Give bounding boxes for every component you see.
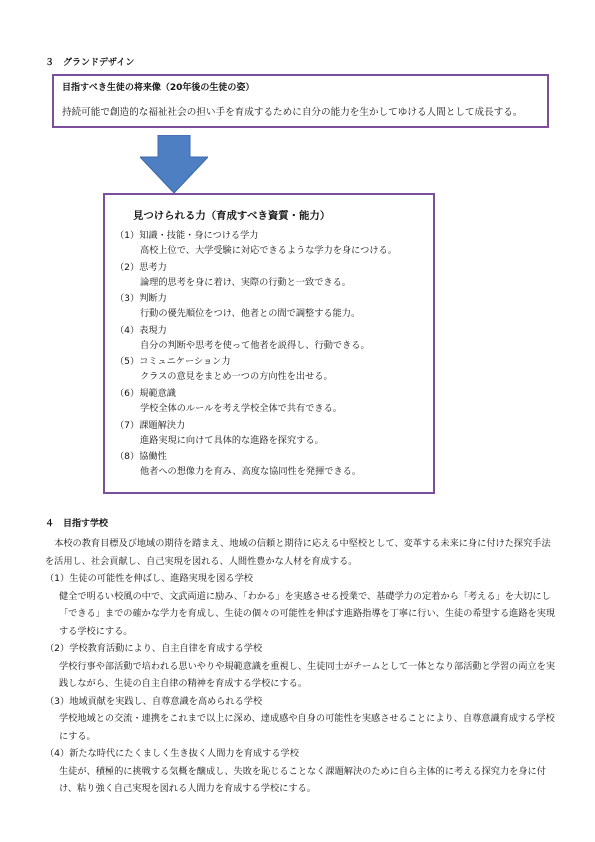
school-goal-label: （4）新たな時代にたくましく生き抜く人間力を育成する学校 bbox=[45, 748, 299, 759]
arrow-down-icon bbox=[140, 135, 208, 193]
school-goal-desc: 学校地域との交流・連携をこれまで以上に深め、達成感や自身の可能性を実感させることにより、自尊意識育成する学校にする。 bbox=[59, 713, 555, 742]
list-item bbox=[115, 386, 433, 418]
list-item bbox=[45, 745, 560, 798]
ability-label: （1）知識・技能・身につける学力 bbox=[115, 230, 259, 241]
ability-desc: クラスの意見をまとめ一つの方向性を出せる。 bbox=[140, 371, 333, 383]
section3-heading: ３ グランドデザイン bbox=[45, 58, 135, 68]
ability-label: （7）課題解決力 bbox=[115, 419, 186, 431]
abilities-title: 見つけられる力（育成すべき資質・能力） bbox=[133, 210, 331, 222]
vision-title: 目指すべき生徒の将来像（20年後の生徒の姿） bbox=[62, 83, 255, 93]
list-item bbox=[115, 323, 433, 355]
school-goals-list bbox=[45, 570, 560, 798]
list-item bbox=[45, 570, 560, 640]
section4-heading: ４ 目指す学校 bbox=[45, 519, 109, 529]
ability-label: （3）判断力 bbox=[115, 293, 167, 305]
ability-desc: 学校全体のルールを考え学校全体で共有できる。 bbox=[140, 402, 342, 414]
list-item bbox=[115, 354, 433, 386]
abilities-box bbox=[103, 193, 435, 494]
list-item bbox=[115, 449, 433, 481]
list-item bbox=[115, 228, 433, 260]
school-goal-label: （2）学校教育活動により、自主自律を育成する学校 bbox=[45, 643, 263, 654]
ability-label: （5）コミュニケーション力 bbox=[115, 356, 231, 368]
list-item bbox=[45, 640, 560, 693]
section4-intro: 本校の教育目標及び地域の期待を踏まえ、地域の信頼と期待に応える中堅校として、変革する未来に身に付けた探究手法を活用し、社会貢献し、自己実現を図れる、人間性豊かな人材を育成する。 bbox=[45, 538, 551, 567]
ability-desc: 高校上位で、大学受験に対応できるような学力を身につける。 bbox=[140, 245, 397, 256]
ability-desc: 進路実現に向けて具体的な進路を探究する。 bbox=[140, 434, 324, 446]
ability-label: （4）表現力 bbox=[115, 324, 167, 336]
list-item bbox=[115, 260, 433, 292]
list-item bbox=[45, 693, 560, 746]
ability-desc: 他者への想像力を育み、高度な協同性を発揮できる。 bbox=[140, 466, 362, 478]
ability-desc: 行動の優先順位をつけ、他者との間で調整する能力。 bbox=[140, 308, 361, 320]
school-goal-label: （1）生徒の可能性を伸ばし、進路実現を図る学校 bbox=[45, 573, 253, 584]
ability-label: （2）思考力 bbox=[115, 261, 167, 273]
list-item bbox=[115, 291, 433, 323]
school-goal-desc: 学校行事や部活動で培われる思いやりや規範意識を重視し、生徒同士がチームとして一体となり部活動と学習の両立を実践しながら、生徒の自主自律の精神を育成する学校にする。 bbox=[59, 660, 556, 689]
list-item bbox=[115, 418, 433, 450]
ability-desc: 自分の判断や思考を使って他者を説得し、行動できる。 bbox=[140, 339, 370, 351]
vision-box bbox=[52, 74, 549, 128]
ability-label: （8）協働性 bbox=[115, 451, 167, 463]
school-goal-desc: 健全で明るい校風の中で、文武両道に励み、「わかる」を実感させる授業で、基礎学力の定着から「考える」を大切にし「できる」までの確かな学力を育成し、生徒の個々の可能性を伸ばす進路指導を丁寧に行い、生徒の希望する進路を実現する学校にする。 bbox=[59, 590, 556, 637]
school-goal-label: （3）地域貢献を実践し、自尊意識を高められる学校 bbox=[45, 695, 263, 707]
ability-desc: 論理的思考を身に着け、実際の行動と一致できる。 bbox=[140, 276, 351, 288]
abilities-list bbox=[115, 228, 433, 481]
ability-label: （6）規範意識 bbox=[115, 387, 176, 399]
vision-text: 持続可能で創造的な福祉社会の担い手を育成するために自分の能力を生かしてゆける人間として成長する。 bbox=[62, 107, 523, 118]
school-goal-desc: 生徒が、積極的に挑戦する気概を醸成し、失敗を恥じることなく課題解決のために自ら主体的に考える探究力を身に付け、粘り強く自己実現を図れる人間力を育成する学校にする。 bbox=[59, 765, 546, 794]
